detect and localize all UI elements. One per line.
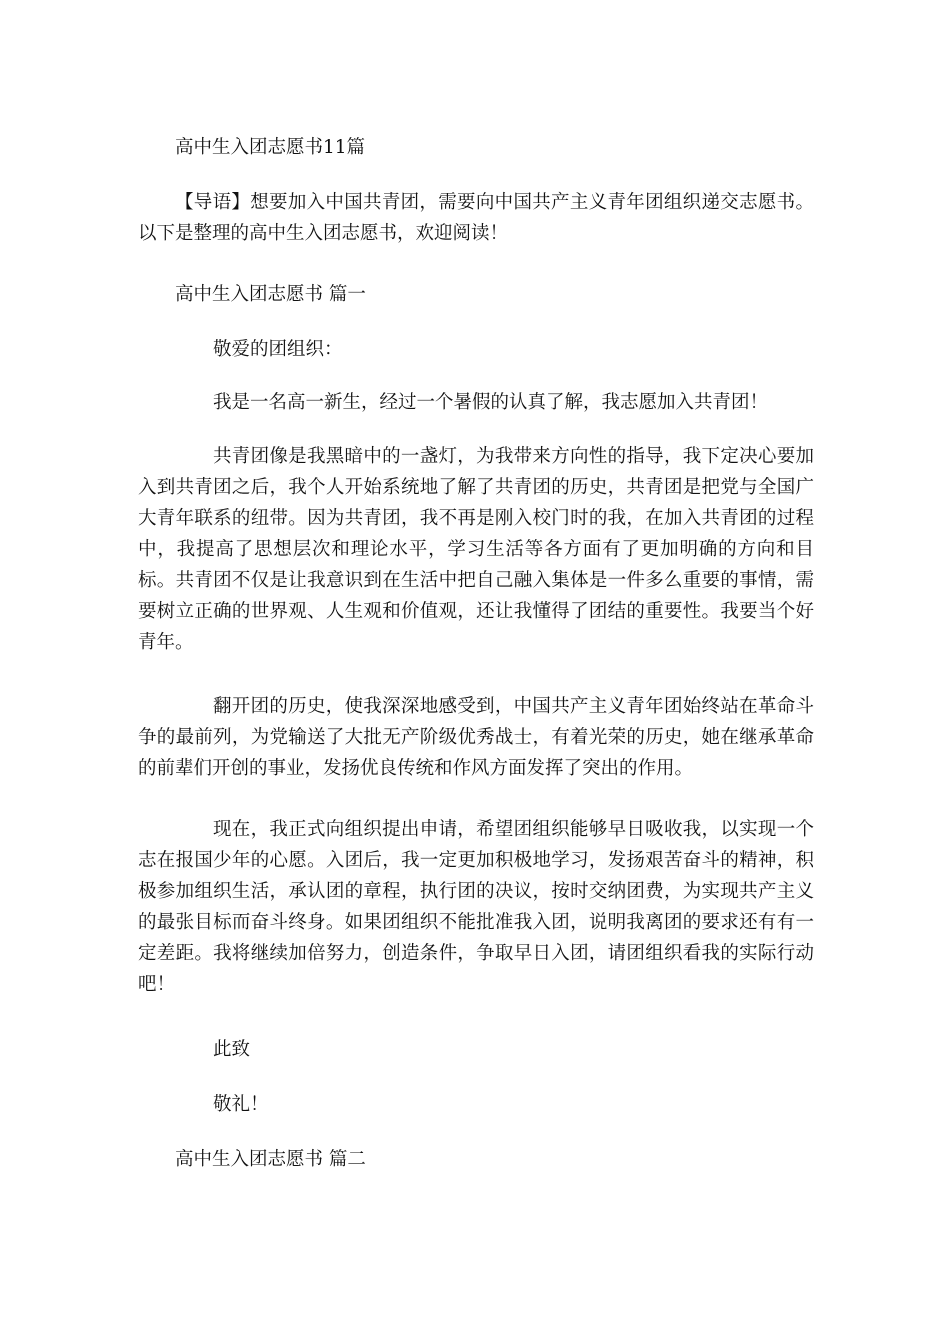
body-paragraph-3: 翻开团的历史，使我深深地感受到，中国共产主义青年团始终站在革命斗争的最前列，为党输送了大批无产阶级优秀战士，有着光荣的历史，她在继承革命的前辈们开创的事业，发扬优良传统和作风方面发挥了突出的作用。: [138, 696, 814, 779]
salutation: 敬爱的团组织：: [213, 339, 343, 360]
document-title: 高中生入团志愿书11篇: [175, 137, 366, 158]
section-heading-1: 高中生入团志愿书 篇一: [175, 284, 366, 305]
body-paragraph-4: 现在，我正式向组织提出申请，希望团组织能够早日吸收我，以实现一个志在报国少年的心愿。入团后，我一定更加积极地学习，发扬艰苦奋斗的精神，积极参加组织生活，承认团的章程，执行团的决议，按时交纳团费，为实现共产主义的最张目标而奋斗终身。如果团组织不能批准我入团，说明我离团的要求还有有一定差距。我将继续加倍努力，创造条件，争取早日入团，请团组织看我的实际行动吧！: [138, 819, 814, 995]
section-heading-2: 高中生入团志愿书 篇二: [175, 1149, 366, 1170]
body-paragraph-1: 我是一名高一新生，经过一个暑假的认真了解，我志愿加入共青团！: [213, 392, 769, 413]
body-paragraph-2: 共青团像是我黑暗中的一盏灯，为我带来方向性的指导，我下定决心要加入到共青团之后，我个人开始系统地了解了共青团的历史，共青团是把党与全国广大青年联系的纽带。因为共青团，我不再是刚入校门时的我，在加入共青团的过程中，我提高了思想层次和理论水平，学习生活等各方面有了更加明确的方向和目标。共青团不仅是让我意识到在生活中把自己融入集体是一件多么重要的事情，需要树立正确的世界观、人生观和价值观，还让我懂得了团结的重要性。我要当个好青年。: [138, 446, 814, 653]
intro-paragraph: 【导语】想要加入中国共青团，需要向中国共产主义青年团组织递交志愿书。以下是整理的高中生入团志愿书，欢迎阅读！: [138, 192, 814, 244]
closing-regards: 敬礼！: [213, 1094, 269, 1115]
closing-salutation: 此致: [213, 1039, 251, 1060]
